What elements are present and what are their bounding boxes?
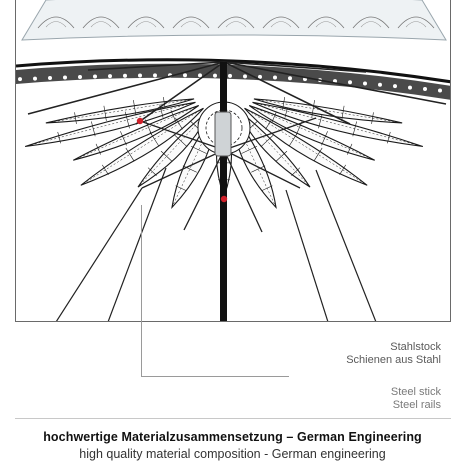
rim-dot — [243, 74, 247, 78]
rim-dot — [48, 76, 52, 80]
runner — [215, 112, 231, 156]
label-steel-stick-de: Stahlstock — [390, 341, 441, 353]
rim-dot — [213, 74, 217, 78]
rim-dot — [273, 76, 277, 80]
rim-dot — [33, 77, 37, 81]
rim-dot — [288, 76, 292, 80]
rim-dot — [423, 87, 427, 91]
callout-label-english — [391, 386, 441, 412]
caption-german: hochwertige Materialzusammensetzung – German Engineering — [43, 430, 422, 444]
rib-joint-marker — [137, 118, 143, 124]
umbrella-underside-illustration — [16, 0, 451, 322]
rim-dot — [123, 74, 127, 78]
rim-dot — [348, 80, 352, 84]
transparent-canopy-top — [22, 0, 446, 40]
rim-dot — [93, 75, 97, 79]
lower-rib — [316, 170, 376, 322]
rim-dot — [228, 74, 232, 78]
callout-label-german — [346, 341, 441, 367]
label-steel-rails-en: Steel rails — [392, 399, 441, 411]
callout-leader-horizontal — [141, 376, 289, 377]
rim-dot — [378, 83, 382, 87]
umbrella-photo — [15, 0, 451, 322]
rim-dot — [438, 89, 442, 93]
shaft-joint-marker — [221, 196, 227, 202]
callout-leader-vertical — [141, 205, 142, 377]
rim-dot — [408, 86, 412, 90]
mandala-pattern — [16, 64, 451, 208]
lower-rib — [56, 188, 142, 322]
rim-dot — [153, 73, 157, 77]
rim-dot — [363, 82, 367, 86]
umbrella-ribs — [28, 62, 446, 322]
rim-dot — [78, 75, 82, 79]
lower-rib — [108, 168, 166, 322]
rim-dot — [183, 73, 187, 77]
rim-pattern-band — [16, 64, 451, 100]
rim-dot — [198, 73, 202, 77]
steel-shaft — [220, 62, 227, 322]
rim-dot — [138, 74, 142, 78]
label-steel-stick-en: Steel stick — [390, 386, 441, 398]
rim-dot — [108, 74, 112, 78]
caption-english: high quality material composition - German engineering — [79, 447, 386, 461]
rim-dot — [393, 84, 397, 88]
lower-rib — [286, 190, 328, 322]
rim-dot — [63, 75, 67, 79]
rim-dot — [18, 77, 22, 81]
caption-divider — [15, 418, 451, 419]
label-steel-rails-de: Schienen aus Stahl — [346, 354, 441, 366]
